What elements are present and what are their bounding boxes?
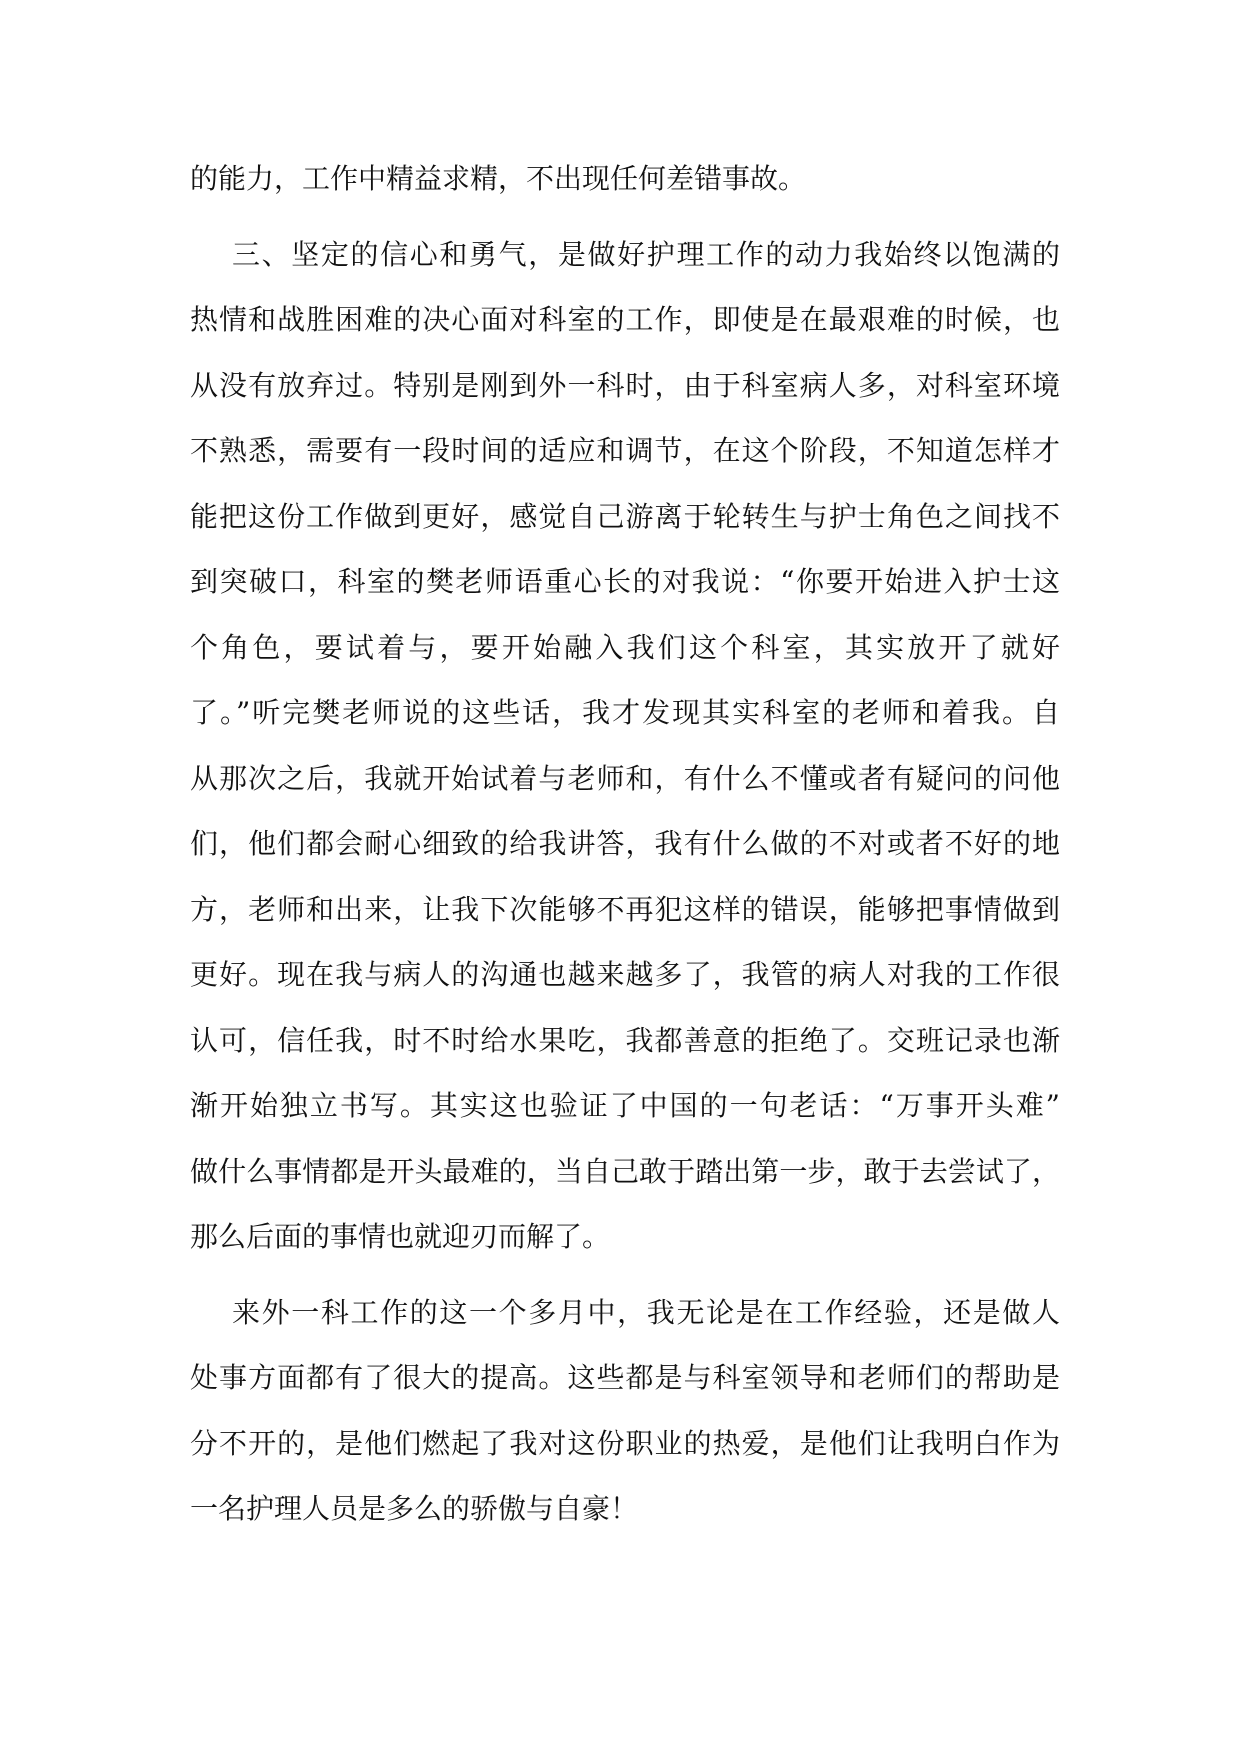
paragraph-line: 从那次之后，我就开始试着与老师和，有什么不懂或者有疑问的问他 [190,761,1060,795]
paragraph-line: 分不开的，是他们燃起了我对这份职业的热爱，是他们让我明白作为 [190,1426,1060,1460]
paragraph-1 [190,146,1060,212]
paragraph-line: 到突破口，科室的樊老师语重心长的对我说：“你要开始进入护士这 [190,565,1060,598]
paragraph-spacer [190,212,1060,222]
paragraph-line: 热情和战胜困难的决心面对科室的工作，即使是在最艰难的时候，也 [190,303,1060,336]
paragraph-line: 更好。现在我与病人的沟通也越来越多了，我管的病人对我的工作很 [190,958,1060,991]
paragraph-spacer [190,1270,1060,1280]
paragraph-line: 处事方面都有了很大的提高。这些都是与科室领导和老师们的帮助是 [190,1361,1060,1394]
paragraph-3 [190,1280,1060,1542]
paragraph-line: 不熟悉，需要有一段时间的适应和调节，在这个阶段，不知道怎样才 [190,434,1060,467]
document-body [190,146,1060,1542]
paragraph-line: 个角色，要试着与，要开始融入我们这个科室，其实放开了就好 [190,630,1060,664]
paragraph-line: 做什么事情都是开头最难的，当自己敢于踏出第一步，敢于去尝试了， [190,1154,1060,1188]
paragraph-line: 从没有放弃过。特别是刚到外一科时，由于科室病人多，对科室环境 [190,368,1060,402]
paragraph-line: 认可，信任我，时不时给水果吃，我都善意的拒绝了。交班记录也渐 [190,1023,1060,1057]
paragraph-2 [190,222,1060,1270]
paragraph-line: 能把这份工作做到更好，感觉自己游离于轮转生与护士角色之间找不 [190,499,1060,533]
paragraph-line: 方，老师和出来，让我下次能够不再犯这样的错误，能够把事情做到 [190,892,1060,926]
paragraph-line: 的能力，工作中精益求精，不出现任何差错事故。 [190,162,807,195]
paragraph-line: 来外一科工作的这一个多月中，我无论是在工作经验，还是做人 [232,1295,1060,1329]
paragraph-line: 三、坚定的信心和勇气，是做好护理工作的动力我始终以饱满的 [232,237,1060,271]
paragraph-line: 渐开始独立书写。其实这也验证了中国的一句老话：“万事开头难” [190,1089,1060,1122]
paragraph-line: 们，他们都会耐心细致的给我讲答，我有什么做的不对或者不好的地 [190,827,1060,860]
paragraph-line: 了。”听完樊老师说的这些话，我才发现其实科室的老师和着我。自 [190,696,1060,729]
paragraph-line: 那么后面的事情也就迎刃而解了。 [190,1220,611,1253]
paragraph-line: 一名护理人员是多么的骄傲与自豪！ [190,1492,639,1525]
